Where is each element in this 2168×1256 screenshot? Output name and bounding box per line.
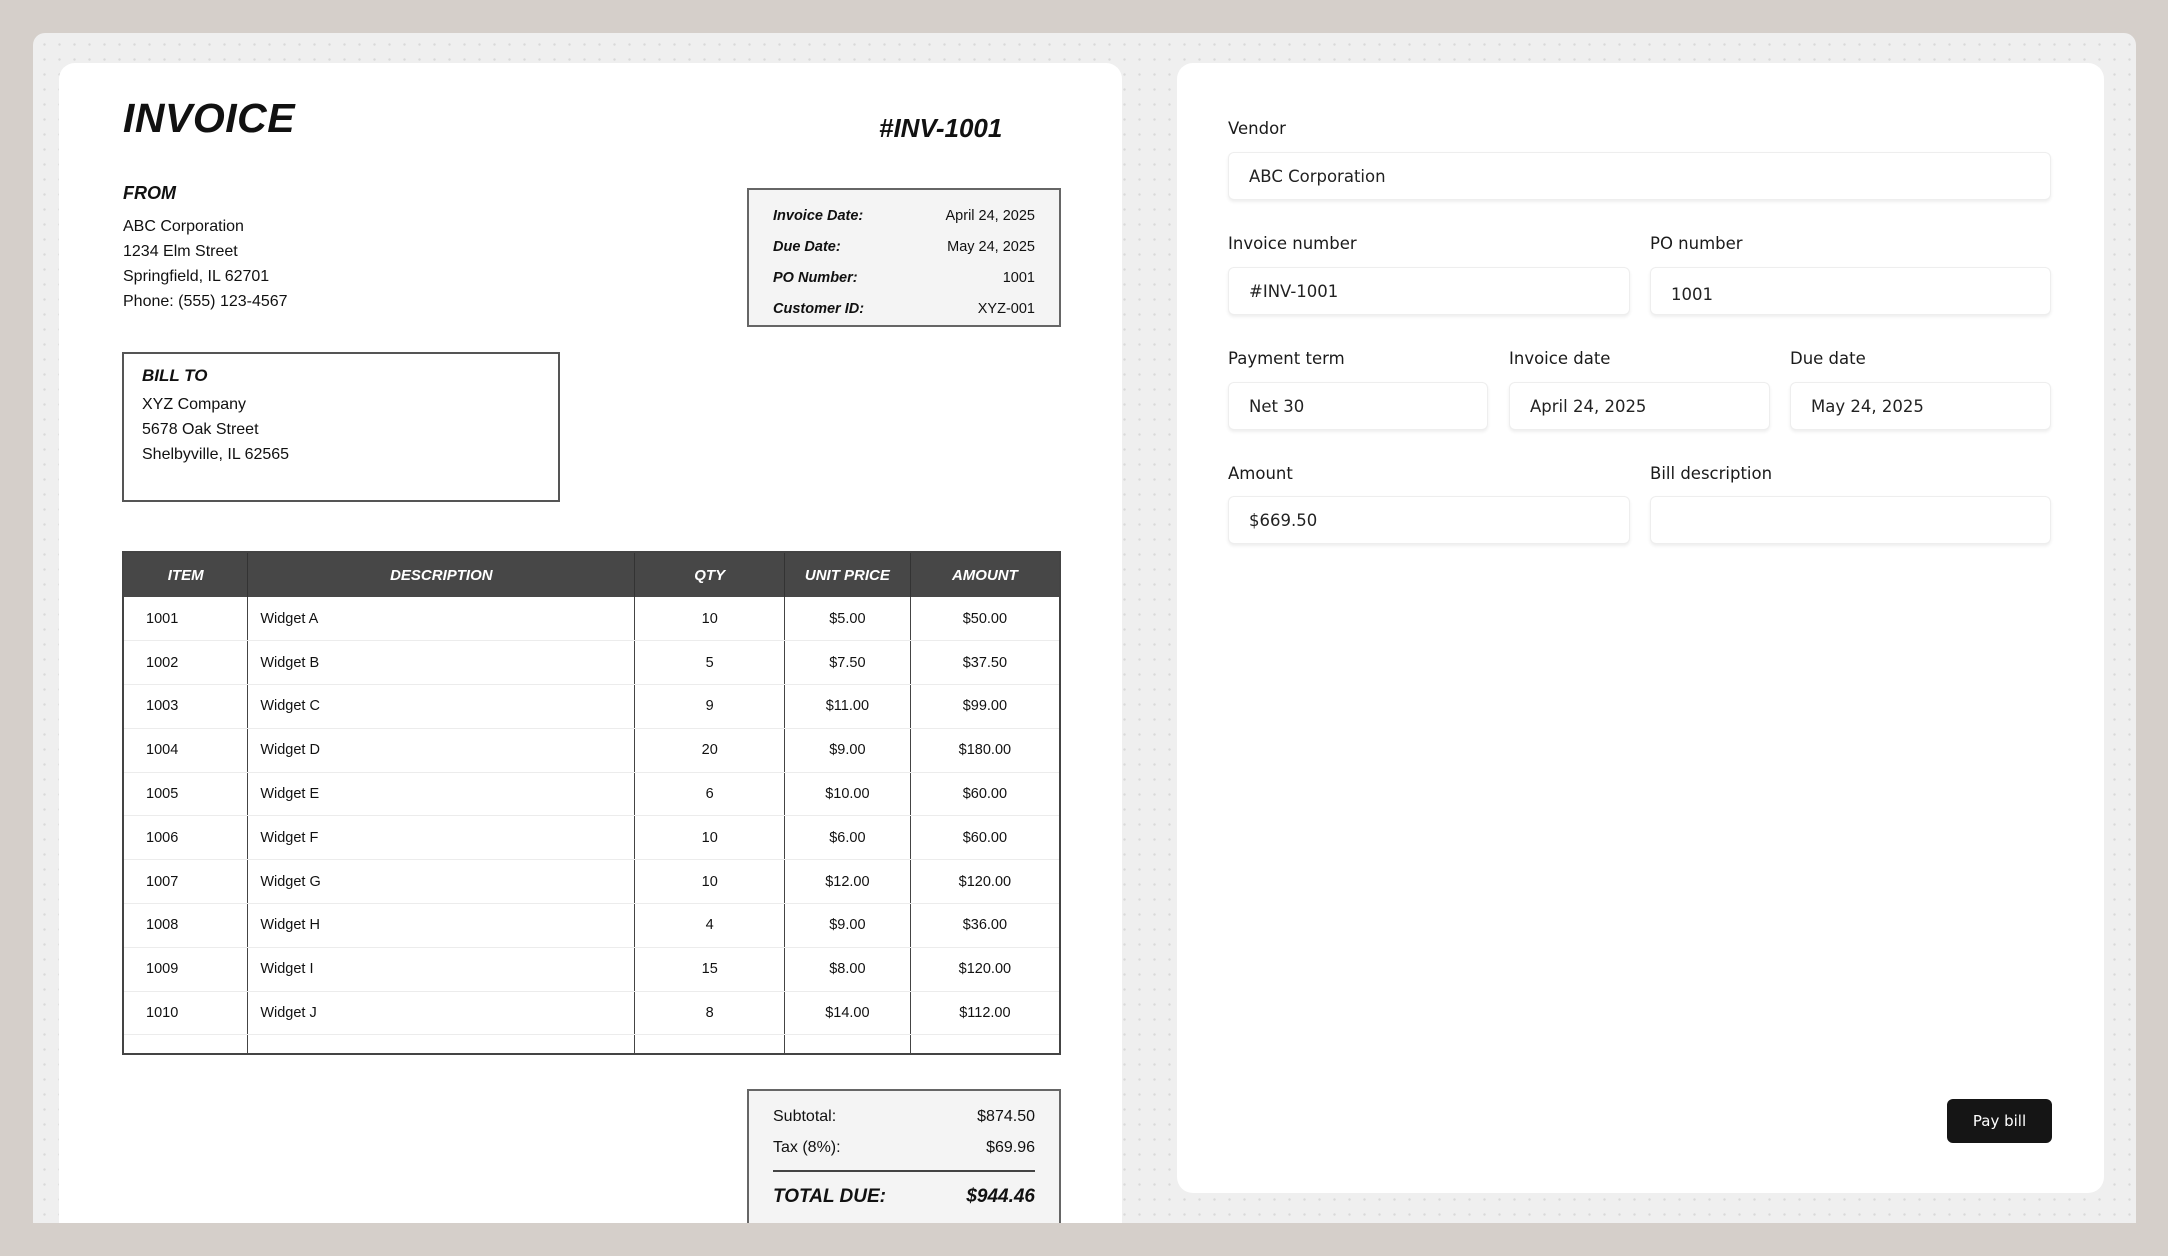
table-row [123,641,1060,685]
unit-price-cell: $8.00 [785,947,911,991]
item-id-cell: 1006 [123,816,248,860]
item-id-cell: 1008 [123,904,248,948]
description-cell: Widget B [248,641,635,685]
description-cell: Widget A [248,597,635,641]
unit-price-cell: $12.00 [785,860,911,904]
header-unit-price: UNIT PRICE [785,552,911,597]
empty-cell [910,1035,1060,1054]
table-row [123,597,1060,641]
item-id-cell: 1009 [123,947,248,991]
table-row [123,947,1060,991]
header-amount: AMOUNT [910,552,1060,597]
qty-cell: 10 [635,816,785,860]
subtotal-row [773,1101,1035,1132]
workspace-frame [33,33,2136,1223]
item-id-cell: 1010 [123,991,248,1035]
header-item: ITEM [123,552,248,597]
qty-cell: 4 [635,904,785,948]
invoice-number: #INV-1001 [879,113,1003,143]
amount-cell: $112.00 [910,991,1060,1035]
from-heading: FROM [123,183,176,203]
subtotal-value: $874.50 [977,1107,1035,1125]
item-id-cell: 1002 [123,641,248,685]
meta-invoice-date [773,200,1035,231]
meta-value: April 24, 2025 [945,207,1035,224]
invoice-date-input[interactable]: April 24, 2025 [1509,382,1770,430]
invoice-title: INVOICE [123,95,296,141]
table-row [123,772,1060,816]
due-date-label: Due date [1790,349,1866,368]
amount-cell: $99.00 [910,685,1060,729]
empty-cell [123,1035,248,1054]
po-number-label: PO number [1650,234,1743,253]
from-street: 1234 Elm Street [123,243,238,260]
payment-term-label: Payment term [1228,349,1345,368]
from-city: Springfield, IL 62701 [123,268,270,285]
table-row [123,816,1060,860]
meta-due-date [773,231,1035,262]
amount-input[interactable]: $669.50 [1228,496,1630,544]
description-cell: Widget H [248,904,635,948]
meta-label: Due Date: [773,238,841,255]
description-cell: Widget E [248,772,635,816]
total-value: $944.46 [966,1186,1035,1207]
bill-to-box [122,352,560,502]
bill-form-panel [1177,63,2104,1193]
subtotal-label: Subtotal: [773,1107,837,1125]
qty-cell: 15 [635,947,785,991]
empty-cell [248,1035,635,1054]
invoice-number-input[interactable]: #INV-1001 [1228,267,1630,315]
meta-customer-id [773,293,1035,324]
bill-description-label: Bill description [1650,464,1773,483]
unit-price-cell: $14.00 [785,991,911,1035]
table-row [123,728,1060,772]
table-filler-row [123,1035,1060,1054]
header-qty: QTY [635,552,785,597]
meta-value: XYZ-001 [977,300,1035,317]
item-id-cell: 1005 [123,772,248,816]
vendor-label: Vendor [1228,119,1286,138]
unit-price-cell: $6.00 [785,816,911,860]
meta-label: Customer ID: [773,300,865,317]
tax-row [773,1132,1035,1163]
unit-price-cell: $5.00 [785,597,911,641]
amount-cell: $120.00 [910,947,1060,991]
table-row [123,991,1060,1035]
bill-to-heading: BILL TO [142,366,208,385]
total-label: TOTAL DUE: [773,1186,886,1207]
description-cell: Widget D [248,728,635,772]
unit-price-cell: $9.00 [785,728,911,772]
po-number-input[interactable]: 1001 [1650,267,2051,315]
qty-cell: 5 [635,641,785,685]
tax-value: $69.96 [986,1138,1035,1156]
invoice-date-label: Invoice date [1509,349,1611,368]
meta-label: Invoice Date: [773,207,864,224]
unit-price-cell: $11.00 [785,685,911,729]
vendor-input[interactable]: ABC Corporation [1228,152,2051,200]
totals-box [747,1089,1061,1223]
table-header-row [123,552,1060,597]
description-cell: Widget C [248,685,635,729]
amount-cell: $60.00 [910,772,1060,816]
tax-label: Tax (8%): [773,1138,841,1156]
item-id-cell: 1001 [123,597,248,641]
from-phone: Phone: (555) 123-4567 [123,293,288,310]
meta-value: 1001 [1002,269,1035,286]
from-address [123,214,288,314]
unit-price-cell: $10.00 [785,772,911,816]
amount-label: Amount [1228,464,1293,483]
pay-bill-button[interactable]: Pay bill [1947,1099,2052,1143]
invoice-document [59,63,1122,1223]
meta-po-number [773,262,1035,293]
amount-cell: $180.00 [910,728,1060,772]
qty-cell: 9 [635,685,785,729]
qty-cell: 6 [635,772,785,816]
from-company: ABC Corporation [123,218,244,235]
qty-cell: 10 [635,860,785,904]
due-date-input[interactable]: May 24, 2025 [1790,382,2051,430]
amount-cell: $37.50 [910,641,1060,685]
amount-cell: $120.00 [910,860,1060,904]
line-items-table [122,551,1061,1055]
empty-cell [785,1035,911,1054]
header-description: DESCRIPTION [248,552,635,597]
table-row [123,860,1060,904]
total-row [773,1182,1035,1212]
description-cell: Widget G [248,860,635,904]
bill-to-company: XYZ Company [142,396,247,413]
qty-cell: 8 [635,991,785,1035]
description-cell: Widget J [248,991,635,1035]
meta-value: May 24, 2025 [947,238,1035,255]
meta-label: PO Number: [773,269,858,286]
totals-divider [773,1170,1035,1172]
table-row [123,904,1060,948]
description-cell: Widget I [248,947,635,991]
bill-to-city: Shelbyville, IL 62565 [142,446,290,463]
payment-term-input[interactable]: Net 30 [1228,382,1488,430]
item-id-cell: 1007 [123,860,248,904]
item-id-cell: 1003 [123,685,248,729]
qty-cell: 20 [635,728,785,772]
bill-to-street: 5678 Oak Street [142,421,259,438]
amount-cell: $36.00 [910,904,1060,948]
qty-cell: 10 [635,597,785,641]
description-cell: Widget F [248,816,635,860]
invoice-meta-box [747,188,1061,327]
amount-cell: $50.00 [910,597,1060,641]
empty-cell [635,1035,785,1054]
unit-price-cell: $7.50 [785,641,911,685]
unit-price-cell: $9.00 [785,904,911,948]
amount-cell: $60.00 [910,816,1060,860]
table-row [123,685,1060,729]
bill-description-input[interactable] [1650,496,2051,544]
invoice-number-label: Invoice number [1228,234,1357,253]
item-id-cell: 1004 [123,728,248,772]
